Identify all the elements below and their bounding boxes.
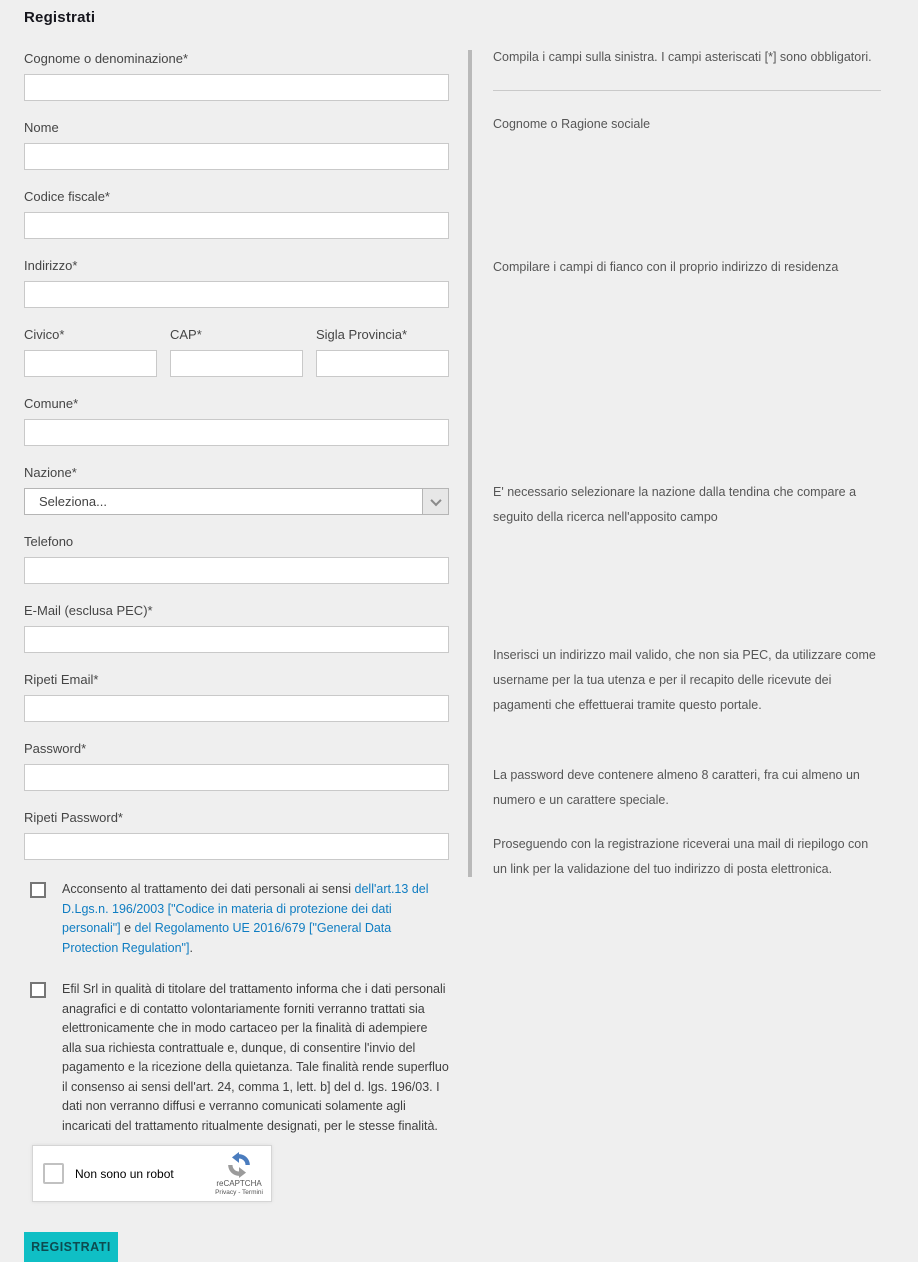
nome-label: Nome	[24, 120, 59, 135]
comune-label: Comune*	[24, 396, 79, 411]
nazione-label: Nazione*	[24, 465, 77, 480]
treatment-consent-row	[30, 980, 449, 1136]
recaptcha-privacy-terms-links[interactable]: Privacy - Termini	[215, 1188, 263, 1196]
help-indirizzo: Compilare i campi di fianco con il proprio indirizzo di residenza	[493, 260, 839, 274]
help-divider	[493, 90, 881, 91]
help-nazione: E' necessario selezionare la nazione dalla tendina che compare a seguito della ricerca nell'apposito campo	[493, 485, 857, 524]
recaptcha-brand-text: reCAPTCHA	[216, 1178, 262, 1188]
civico-input[interactable]	[24, 350, 157, 377]
email-input[interactable]	[24, 626, 449, 653]
comune-input[interactable]	[24, 419, 449, 446]
recaptcha-logo-icon	[226, 1152, 252, 1178]
telefono-label: Telefono	[24, 534, 74, 549]
indirizzo-label: Indirizzo*	[24, 258, 78, 273]
registrati-button[interactable]: REGISTRATI	[24, 1232, 118, 1262]
privacy-consent-conjunction: e	[120, 921, 135, 935]
ripeti-password-label: Ripeti Password*	[24, 810, 123, 825]
chevron-down-icon	[430, 494, 441, 505]
privacy-consent-text	[62, 880, 449, 958]
treatment-consent-text: Efil Srl in qualità di titolare del trattamento informa che i dati personali anagrafici e di contatto volontariamente forniti verranno trattati sia elettronicamente che in modo cartaceo per la finalità di adempiere alla sua richiesta contrattuale e, dunque, di consentire l'invio del pagamento e la ricezione della quietanza. Tale finalità rende superfluo il consenso ai sensi dell'art. 24, comma 1, lett. b] del d. lgs. 196/03. I dati non verranno diffusi e verranno comunicati solamente agli incaricati del trattamento ritualmente designati, per le stesse finalità.	[62, 982, 449, 1133]
sigla-provincia-label: Sigla Provincia*	[316, 327, 408, 342]
help-password: La password deve contenere almeno 8 caratteri, fra cui almeno un numero e un carattere speciale.	[493, 768, 860, 807]
privacy-consent-prefix: Acconsento al trattamento dei dati personali ai sensi	[62, 882, 355, 896]
codice-fiscale-input[interactable]	[24, 212, 449, 239]
email-label: E-Mail (esclusa PEC)*	[24, 603, 153, 618]
column-divider	[468, 50, 472, 877]
telefono-input[interactable]	[24, 557, 449, 584]
dlgs-196-2003-link[interactable]: dell'art.13 del D.Lgs.n. 196/2003 ["Codice in materia di protezione dei dati personali"]	[62, 882, 429, 935]
treatment-consent-checkbox[interactable]	[30, 982, 46, 998]
civico-label: Civico*	[24, 327, 65, 342]
recaptcha-checkbox[interactable]	[43, 1163, 64, 1184]
recaptcha-label: Non sono un robot	[75, 1166, 174, 1181]
recaptcha-brand-column	[215, 1152, 263, 1196]
help-cognome: Cognome o Ragione sociale	[493, 117, 651, 131]
help-intro: Compila i campi sulla sinistra. I campi asteriscati [*] sono obbligatori.	[493, 50, 872, 64]
cognome-label: Cognome o denominazione*	[24, 51, 189, 66]
privacy-consent-checkbox[interactable]	[30, 882, 46, 898]
sigla-provincia-input[interactable]	[316, 350, 449, 377]
nazione-select-button[interactable]	[422, 489, 448, 514]
nazione-select[interactable]	[24, 488, 449, 515]
page-title: Registrati	[24, 9, 96, 26]
ripeti-password-input[interactable]	[24, 833, 449, 860]
ripeti-email-input[interactable]	[24, 695, 449, 722]
nazione-selected-value: Seleziona...	[39, 494, 107, 509]
privacy-consent-suffix: .	[189, 940, 193, 955]
indirizzo-input[interactable]	[24, 281, 449, 308]
help-registrazione: Proseguendo con la registrazione riceverai una mail di riepilogo con un link per la validazione del tuo indirizzo di posta elettronica.	[493, 837, 869, 876]
cognome-input[interactable]	[24, 74, 449, 101]
privacy-consent-row	[30, 880, 449, 958]
registration-form	[24, 52, 449, 1262]
recaptcha-widget	[32, 1145, 272, 1202]
cap-label: CAP*	[170, 327, 202, 342]
gdpr-2016-679-link[interactable]: del Regolamento UE 2016/679 ["General Data Protection Regulation"]	[62, 921, 392, 955]
help-email: Inserisci un indirizzo mail valido, che non sia PEC, da utilizzare come username per la tua utenza e per il recapito delle ricevute dei pagamenti che effettuerai tramite questo portale.	[493, 648, 876, 712]
password-input[interactable]	[24, 764, 449, 791]
password-label: Password*	[24, 741, 87, 756]
codice-fiscale-label: Codice fiscale*	[24, 189, 110, 204]
cap-input[interactable]	[170, 350, 303, 377]
ripeti-email-label: Ripeti Email*	[24, 672, 99, 687]
nome-input[interactable]	[24, 143, 449, 170]
